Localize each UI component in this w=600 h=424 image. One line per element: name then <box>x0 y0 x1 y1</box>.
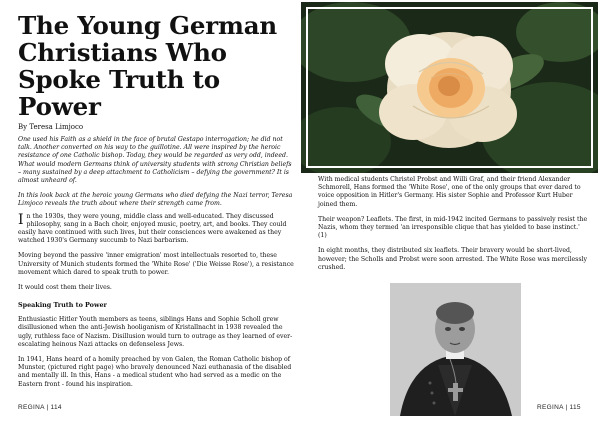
paragraph-text: n the 1930s, they were young, middle class and well-educated. They discussed philosophy, sang in a Bach choir, enjoyed music, poetry, art, and books. They could easily have continued with such lives, but their consciences were awakened as they watched 1930's Germany succumb to Nazi barbarism. <box>18 212 287 245</box>
title-line: The Young German <box>18 11 277 40</box>
section-subhead: Speaking Truth to Power <box>18 301 107 310</box>
paragraph: In 1941, Hans heard of a homily preached by von Galen, the Roman Catholic bishop of Munster, (pictured right page) who bravely denounced Nazi euthanasia of the disabled and mentally ill. In this, Hans - a medical student who had served as a medic on the Eastern front - found his inspiration. <box>18 356 292 388</box>
drop-cap: I <box>18 211 24 228</box>
left-page <box>18 12 294 389</box>
intro-lead: In this look back at the heroic young Germans who died defying the Nazi terror, Teresa Limjoco reveals the truth about where their strength came from. <box>18 192 293 208</box>
paragraph: Their weapon? Leaflets. The first, in mid-1942 incited Germans to passively resist the Nazis, whom they termed 'an irresponsible clique that has yielded to base instinct.' (1) <box>318 215 588 240</box>
bishop-portrait-photo <box>390 283 521 416</box>
photo-frame <box>306 7 593 168</box>
paragraph: In eight months, they distributed six leaflets. Their bravery would be short-lived, however; the Scholls and Probst were soon arrested. The White Rose was mercilessly crushed. <box>318 247 587 271</box>
right-page-column <box>318 176 588 279</box>
paragraph: Enthusiastic Hitler Youth members as teens, siblings Hans and Sophie Scholl grew disillusioned when the anti-Jewish hooliganism of Kristallnacht in 1938 revealed the ugly, ruthless face of Nazism. Disillusion would turn to outrage as they learned of ever-escalating heinous Nazi attacks on defenseless Jews. <box>18 316 293 348</box>
rose-photo <box>301 2 598 173</box>
paragraph: With medical students Christel Probst and Willi Graf, and their friend Alexander Schmorell, Hans formed the 'White Rose', one of the only groups that ever dared to voice opposition in Hitler's Germany. His sister Sophie and Professor Kurt Huber joined them. <box>318 176 581 208</box>
title-line: Spoke Truth to <box>18 65 220 94</box>
paragraph: It would cost them their lives. <box>18 284 112 292</box>
bishop-portrait-image <box>390 283 521 416</box>
title-line: Power <box>18 92 101 121</box>
byline: By Teresa Limjoco <box>18 123 84 131</box>
page-folio-right: REGINA | 115 <box>537 404 581 411</box>
paragraph: Moving beyond the passive 'inner emigration' most intellectuals resorted to, these University of Munich students formed the 'White Rose' ('Die Weisse Rose'), a resistance movement which dared to speak truth to power. <box>18 252 294 276</box>
title-line: Christians Who <box>18 38 227 67</box>
article-title <box>18 12 294 120</box>
page-folio-left: REGINA | 114 <box>18 404 62 411</box>
opening-paragraph <box>18 213 294 246</box>
intro-quote: One used his Faith as a shield in the face of brutal Gestapo interrogation; he did not talk. Another converted on his way to the guillotine. All were inspired by the heroic resistance of one Catholic bishop. Today, they would be regarded as very odd, indeed. What would modern Germans think of university students with strong Christian beliefs – many sustained by a deep attachment to Catholicism – defying the government? It is almost unheard of. <box>18 136 292 185</box>
